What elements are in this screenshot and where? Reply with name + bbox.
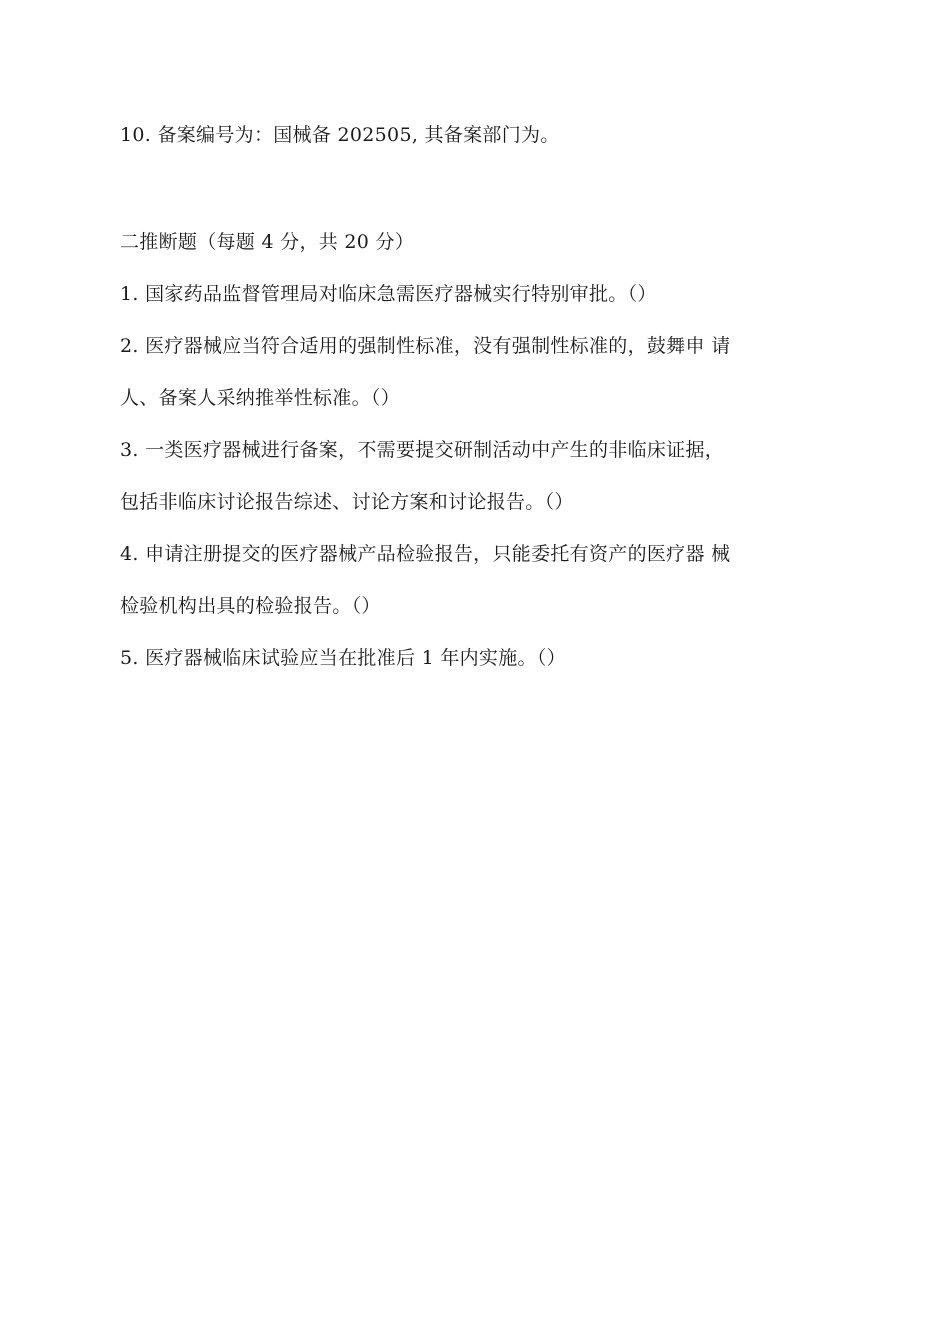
question-3-line-1: 3. 一类医疗器械进行备案，不需要提交研制活动中产生的非临床证据， [120, 439, 725, 461]
question-3-line-2: 包括非临床讨论报告综述、讨论方案和讨论报告。（） [120, 491, 574, 513]
fill-in-question-10: 10. 备案编号为：国械备 202505, 其备案部门为。 [120, 124, 560, 146]
question-4-line-1: 4. 申请注册提交的医疗器械产品检验报告，只能委托有资产的医疗器 械 [120, 543, 731, 565]
question-2-line-2: 人、备案人采纳推举性标准。（） [120, 387, 401, 409]
question-5-line-1: 5. 医疗器械临床试验应当在批准后 1 年内实施。（） [120, 647, 566, 669]
question-4-line-2: 检验机构出具的检验报告。（） [120, 595, 381, 617]
question-1-line-1: 1. 国家药品监督管理局对临床急需医疗器械实行特别审批。（） [120, 283, 657, 305]
section-title: 二推断题（每题 4 分，共 20 分） [120, 231, 415, 253]
question-2-line-1: 2. 医疗器械应当符合适用的强制性标准，没有强制性标准的，鼓舞申 请 [120, 335, 731, 357]
